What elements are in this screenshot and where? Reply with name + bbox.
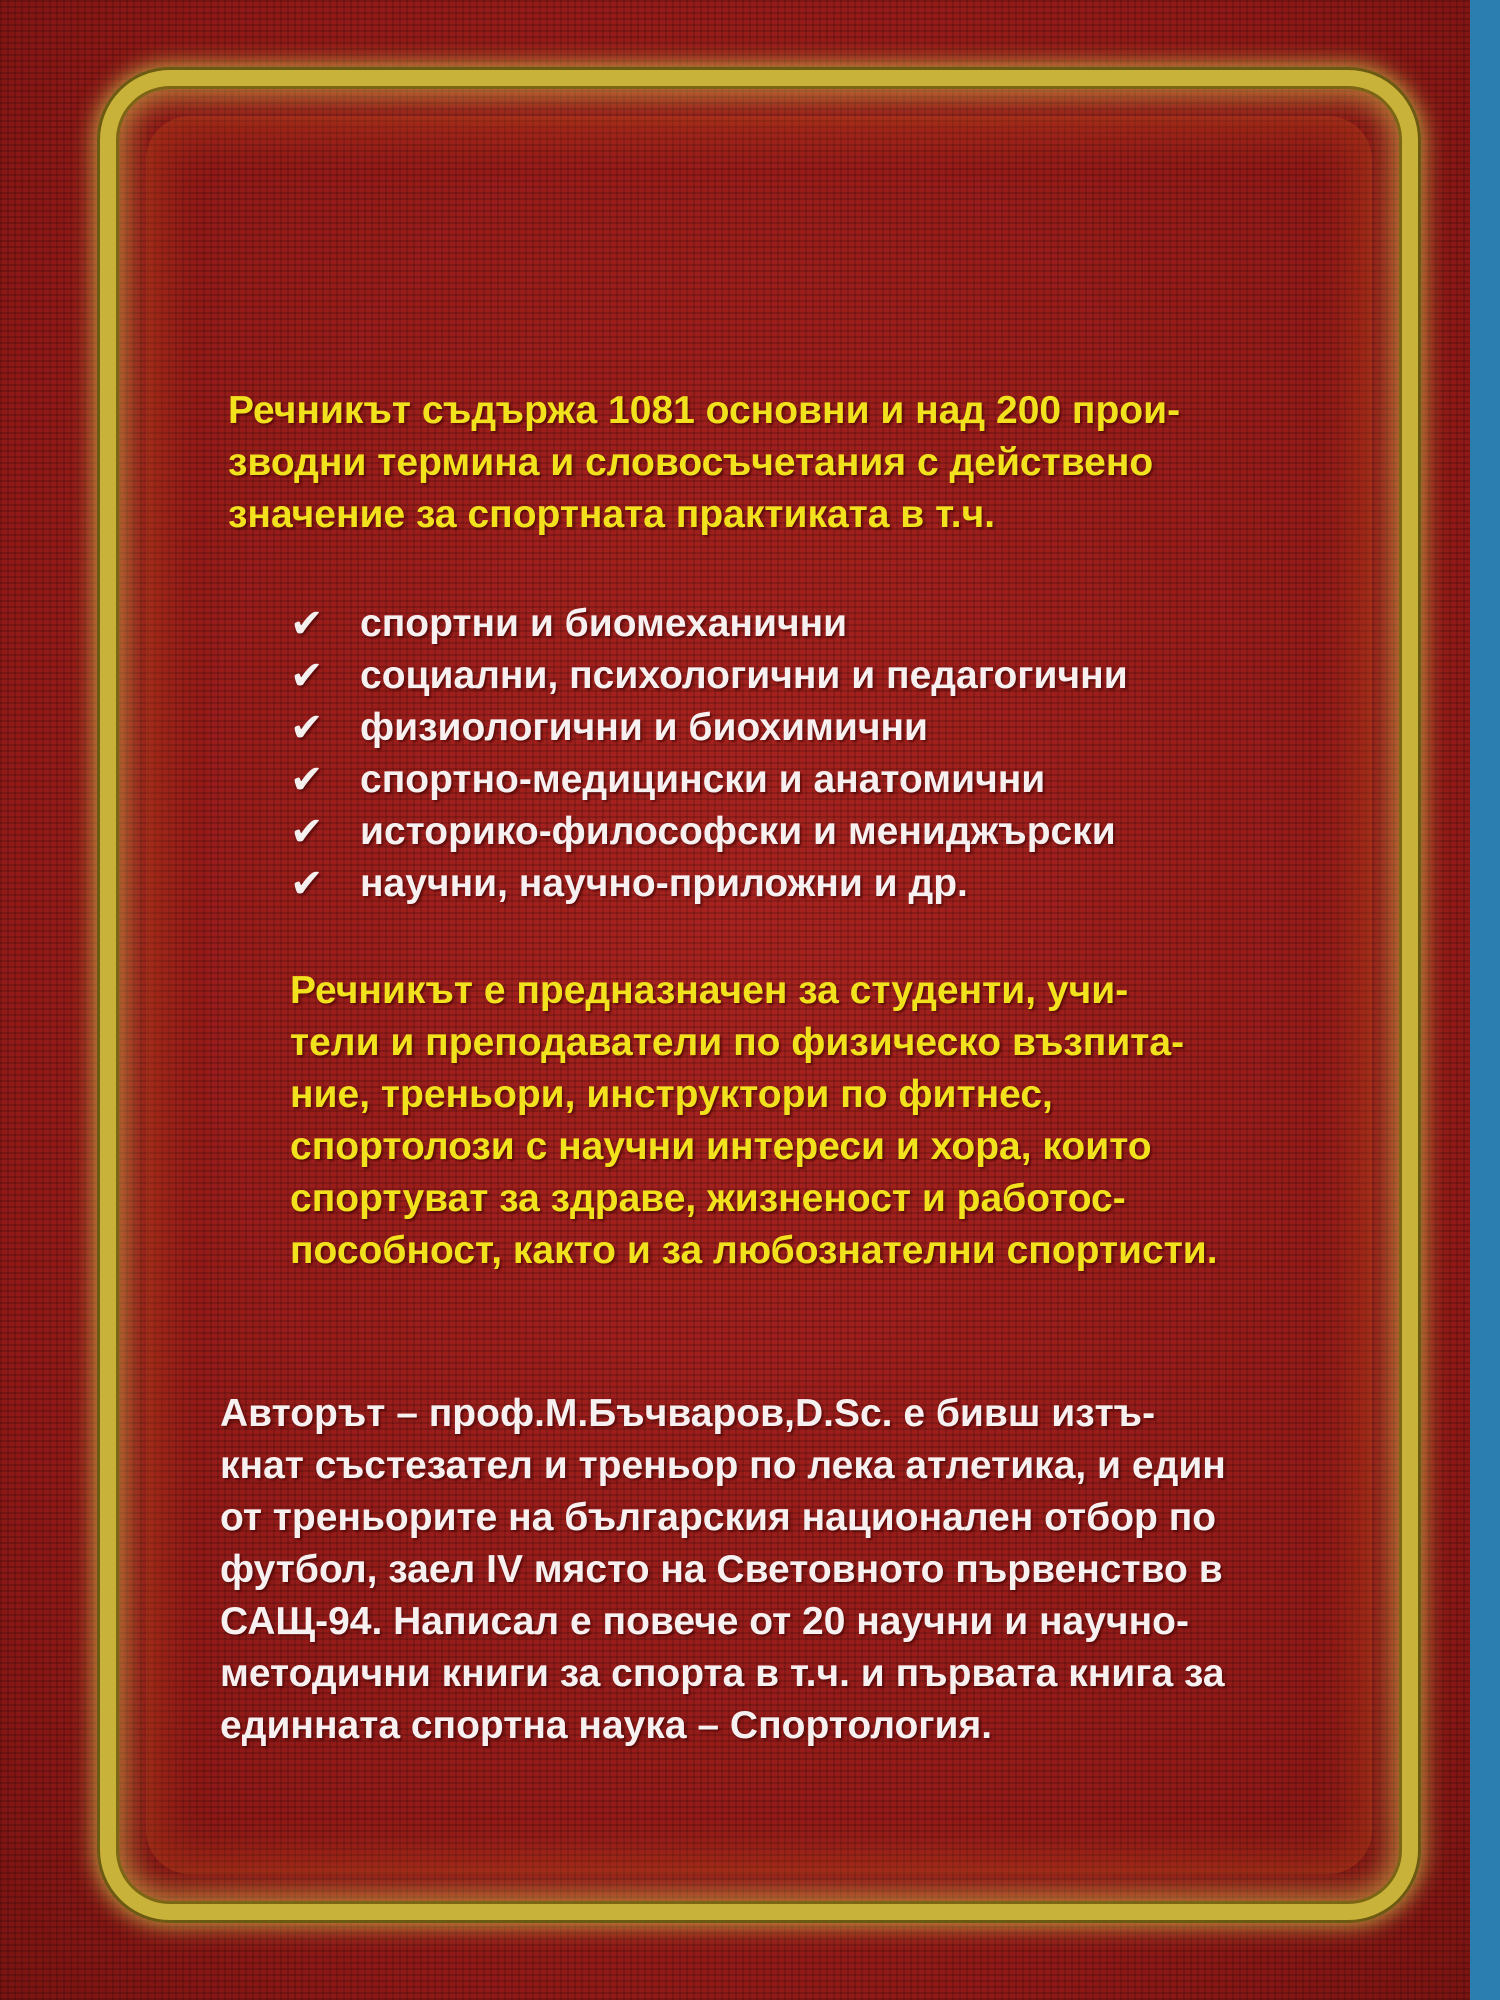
- author-paragraph: [220, 1388, 1226, 1752]
- audience-line: ние, треньори, инструктори по фитнес,: [290, 1073, 1053, 1116]
- category-label: научни, научно-приложни и др.: [360, 862, 968, 905]
- audience-line: пособност, както и за любознателни спортисти.: [290, 1229, 1218, 1272]
- intro-line: зводни термина и словосъчетания с действено: [228, 441, 1154, 484]
- author-line: кнат състезател и треньор по лека атлетика, и един: [220, 1444, 1226, 1487]
- category-label: историко-философски и мениджърски: [360, 810, 1116, 853]
- check-mark-icon: ✔: [290, 601, 324, 647]
- audience-line: спортуват за здраве, жизненост и работос-: [290, 1177, 1126, 1220]
- check-mark-icon: ✔: [290, 809, 324, 855]
- author-line: от треньорите на българския национален отбор по: [220, 1496, 1217, 1539]
- author-line: САЩ-94. Написал е повече от 20 научни и научно-: [220, 1600, 1189, 1643]
- list-item: [290, 650, 1128, 702]
- list-item: [290, 858, 1128, 910]
- audience-line: спортолози с научни интереси и хора, които: [290, 1125, 1152, 1168]
- check-mark-icon: ✔: [290, 757, 324, 803]
- check-mark-icon: ✔: [290, 705, 324, 751]
- list-item: [290, 598, 1128, 650]
- category-label: социални, психологични и педагогични: [360, 654, 1128, 697]
- intro-line: значение за спортната практиката в т.ч.: [228, 493, 996, 536]
- category-label: физиологични и биохимични: [360, 706, 929, 749]
- audience-line: Речникът е предназначен за студенти, учи-: [290, 969, 1129, 1012]
- list-item: [290, 754, 1128, 806]
- intro-line: Речникът съдържа 1081 основни и над 200 прои-: [228, 389, 1181, 432]
- intro-paragraph: [228, 385, 1180, 541]
- audience-paragraph: [290, 965, 1218, 1277]
- category-label: спортни и биомеханични: [360, 602, 848, 645]
- author-line: футбол, заел IV място на Световното първенство в: [220, 1548, 1223, 1591]
- author-line: единната спортна наука – Спортология.: [220, 1704, 993, 1747]
- check-mark-icon: ✔: [290, 861, 324, 907]
- list-item: [290, 806, 1128, 858]
- author-line: методични книги за спорта в т.ч. и първата книга за: [220, 1652, 1225, 1695]
- audience-line: тели и преподаватели по физическо възпита-: [290, 1021, 1185, 1064]
- category-list: [290, 598, 1128, 910]
- check-mark-icon: ✔: [290, 653, 324, 699]
- category-label: спортно-медицински и анатомични: [360, 758, 1046, 801]
- list-item: [290, 702, 1128, 754]
- author-line: Авторът – проф.М.Бъчваров,D.Sc. е бивш изтъ-: [220, 1392, 1156, 1435]
